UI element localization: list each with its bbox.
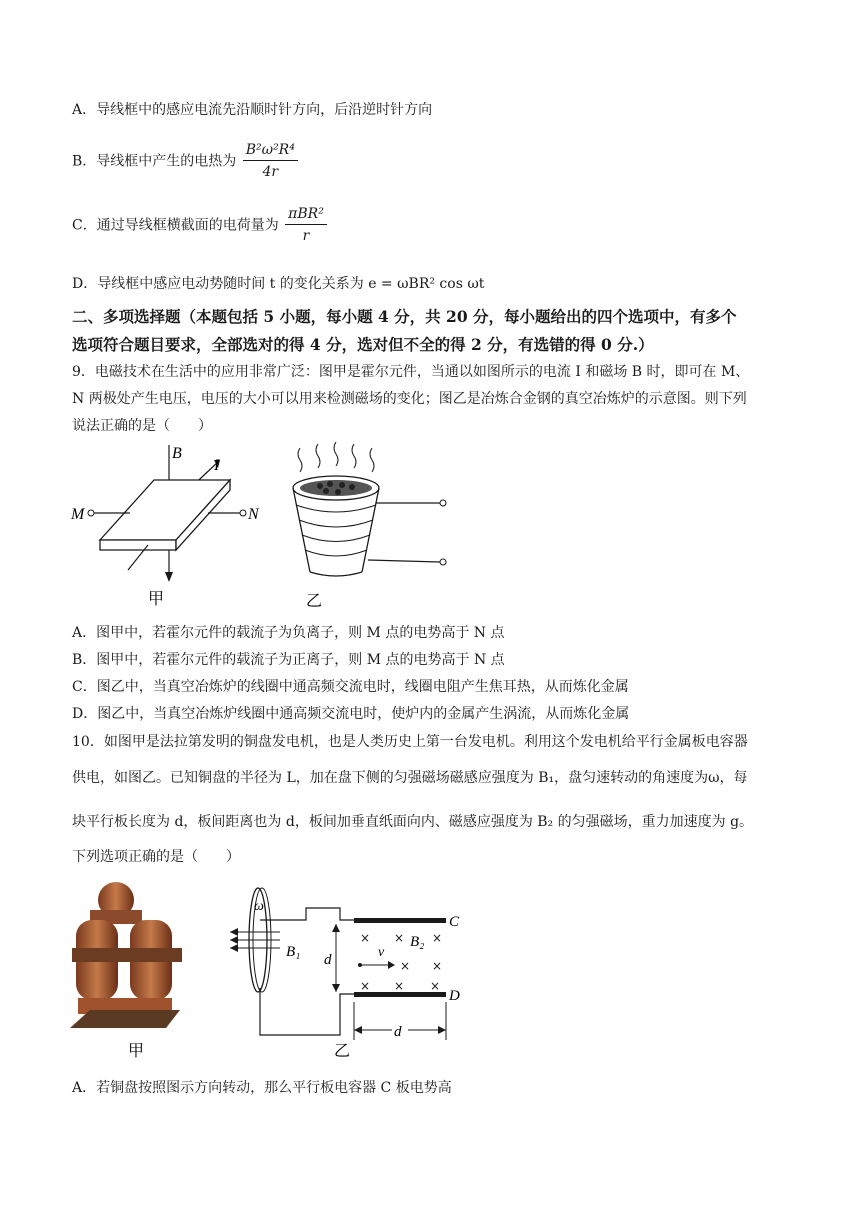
label-d-bottom: d [394,1024,402,1040]
svg-text:×: × [394,931,405,945]
label-c: C [449,914,460,930]
q8-option-a: A．导线框中的感应电流先沿顺时针方向，后沿逆时针方向 [72,102,433,118]
svg-text:×: × [394,979,405,993]
q8-option-c-fraction [285,204,327,247]
q10-stem-line2: 供电，如图乙。已知铜盘的半径为 L，加在盘下侧的匀强磁场磁感应强度为 B₁，盘匀速转动的角速度为ω，每 [72,770,748,786]
caption-jia-10: 甲 [128,1041,145,1060]
caption-yi: 乙 [306,591,323,610]
q8-option-c [72,204,327,247]
vacuum-furnace-figure [280,450,460,610]
label-b: B [172,445,182,462]
hall-element-figure [68,440,288,610]
q9-stem-line2: N 两极处产生电压，电压的大小可以用来检测磁场的变化；图乙是冶炼合金钢的真空冶炼炉的示意图。则下列 [72,391,747,407]
label-n: N [248,506,259,523]
q8-option-b [72,140,298,183]
q10-option-a: A．若铜盘按照图示方向转动，那么平行板电容器 C 板电势高 [72,1080,452,1096]
label-b2: B₂ [410,934,425,950]
faraday-generator-photo [70,878,190,1060]
q9-option-c: C．图乙中，当真空冶炼炉的线圈中通高频交流电时，线圈电阻产生焦耳热，从而炼化金属 [72,679,629,695]
q10-stem-line3: 块平行板长度为 d，板间距离也为 d，板间加垂直纸面向内、磁感应强度为 B₂ 的匀强磁场，重力加速度为 g。 [72,814,754,830]
q8-option-b-fraction [243,140,298,183]
q9-option-d: D．图乙中，当真空冶炼炉线圈中通高频交流电时，使炉内的金属产生涡流，从而炼化金属 [72,706,630,722]
q8-option-d: D．导线框中感应电动势随时间 t 的变化关系为 e = ωBR² cos ωt [72,276,485,292]
label-b1: B₁ [286,944,301,960]
disc-capacitor-circuit [220,880,480,1060]
caption-jia: 甲 [148,589,165,608]
q9-stem-line1: 9．电磁技术在生活中的应用非常广泛：图甲是霍尔元件，当通以如图所示的电流 I 和磁场 B 时，即可在 M、 [72,364,750,380]
svg-text:×: × [430,979,441,993]
svg-text:×: × [360,979,371,993]
q8-option-c-text: C．通过导线框横截面的电荷量为 [72,217,279,234]
q9-stem-line3: 说法正确的是（ ） [72,418,212,434]
label-d: D [449,988,460,1004]
svg-text:×: × [432,931,443,945]
label-v: v [378,945,385,960]
section-heading-line1: 二、多项选择题（本题包括 5 小题，每小题 4 分，共 20 分，每小题给出的四个选项中，有多个 [72,307,737,326]
svg-text:×: × [360,931,371,945]
fraction-denominator: r [302,228,310,244]
q8-option-b-text: B．导线框中产生的电热为 [72,153,237,170]
section-heading-line2: 选项符合题目要求，全部选对的得 4 分，选对但不全的得 2 分，有选错的得 0 分.） [72,335,654,354]
svg-text:×: × [432,959,443,973]
q10-stem-line4: 下列选项正确的是（ ） [72,849,240,865]
q10-stem-line1: 10．如图甲是法拉第发明的铜盘发电机，也是人类历史上第一台发电机。利用这个发电机给平行金属板电容器 [72,734,748,750]
caption-yi-10: 乙 [334,1041,351,1060]
q9-option-a: A．图甲中，若霍尔元件的载流子为负离子，则 M 点的电势高于 N 点 [72,625,505,641]
label-omega: ω [254,899,264,914]
label-m: M [71,506,85,523]
svg-text:×: × [400,959,411,973]
label-i: I [214,457,220,474]
fraction-numerator: B²ω²R⁴ [243,140,298,161]
fraction-numerator: πBR² [285,204,327,225]
q9-option-b: B．图甲中，若霍尔元件的载流子为正离子，则 M 点的电势高于 N 点 [72,652,505,668]
label-d-left: d [324,952,332,968]
fraction-denominator: 4r [262,164,279,180]
